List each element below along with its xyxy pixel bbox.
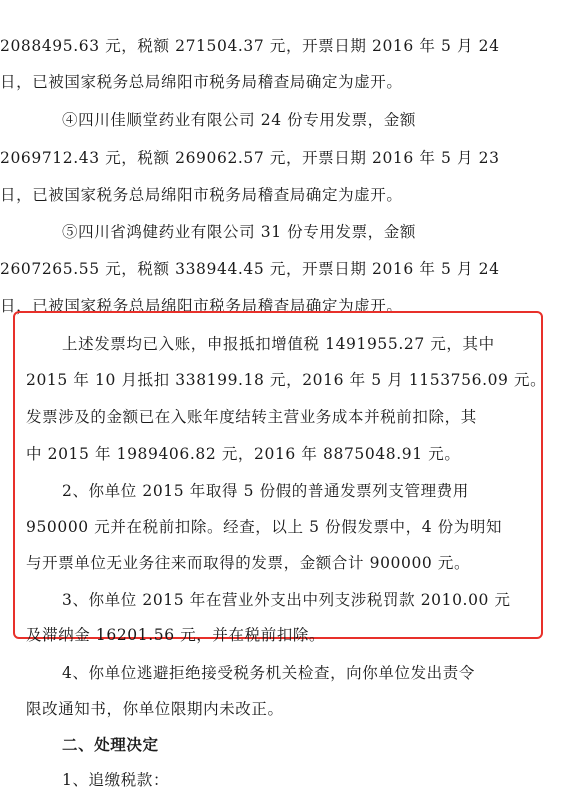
- text-line: 上述发票均已入账，申报抵扣增值税 1491955.27 元，其中: [62, 335, 495, 353]
- text-line: ⑤四川省鸿健药业有限公司 31 份专用发票，金额: [62, 223, 416, 241]
- text-line: 与开票单位无业务往来而取得的发票，金额合计 900000 元。: [26, 554, 471, 572]
- text-line: 日，已被国家税务总局绵阳市税务局稽查局确定为虚开。: [0, 186, 403, 204]
- text-line: 中 2015 年 1989406.82 元，2016 年 8875048.91 元。: [26, 445, 461, 463]
- text-line: 2069712.43 元，税额 269062.57 元，开票日期 2016 年 5 月 23: [0, 149, 500, 167]
- text-line: 2、你单位 2015 年取得 5 份假的普通发票列支管理费用: [62, 482, 469, 500]
- text-line: 1、追缴税款：: [62, 771, 170, 789]
- section-heading: 二、处理决定: [62, 735, 159, 754]
- text-line: 日，已被国家税务总局绵阳市税务局稽查局确定为虚开。: [0, 297, 403, 315]
- text-line: 4、你单位逃避拒绝接受税务机关检查，向你单位发出责令: [62, 664, 475, 682]
- text-line: 2015 年 10 月抵扣 338199.18 元，2016 年 5 月 1153756.09 元。: [26, 371, 547, 389]
- text-line: 2607265.55 元，税额 338944.45 元，开票日期 2016 年 5 月 24: [0, 260, 500, 278]
- text-line: 950000 元并在税前扣除。经查，以上 5 份假发票中，4 份为明知: [26, 518, 503, 536]
- text-line: 及滞纳金 16201.56 元，并在税前扣除。: [26, 626, 326, 644]
- text-line: 2088495.63 元，税额 271504.37 元，开票日期 2016 年 5 月 24: [0, 37, 500, 55]
- text-line: ④四川佳顺堂药业有限公司 24 份专用发票，金额: [62, 111, 416, 129]
- text-line: 限改通知书，你单位限期内未改正。: [26, 700, 284, 718]
- text-line: 发票涉及的金额已在入账年度结转主营业务成本并税前扣除，其: [26, 408, 477, 426]
- text-line: 日，已被国家税务总局绵阳市税务局稽查局确定为虚开。: [0, 73, 403, 91]
- text-line: 3、你单位 2015 年在营业外支出中列支涉税罚款 2010.00 元: [62, 591, 511, 609]
